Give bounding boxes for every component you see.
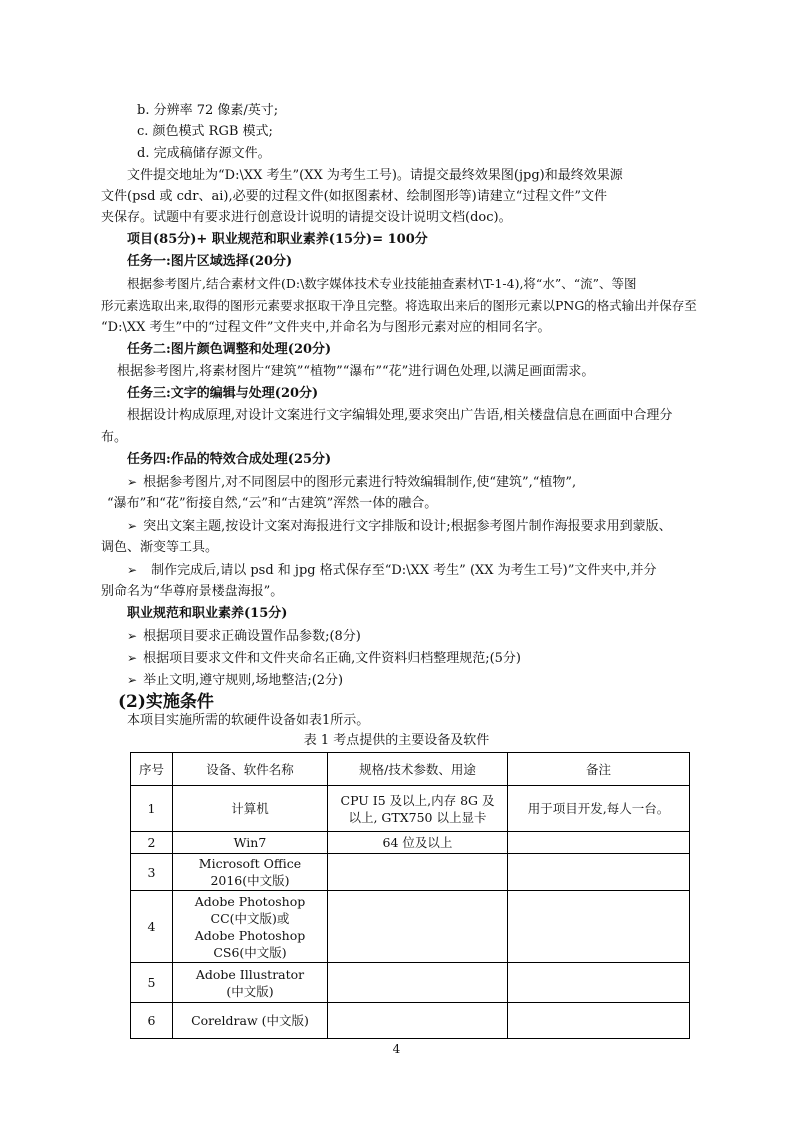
task-3-heading: 任务三:文字的编辑与处理(20分): [127, 386, 319, 401]
cell-no: 5: [131, 963, 173, 1003]
text-line: “瀑布”和“花”衔接自然,“云”和“古建筑”浑然一体的融合。: [107, 496, 438, 511]
table-row: [131, 786, 690, 832]
task-4-heading: 任务四:作品的特效合成处理(25分): [127, 452, 332, 467]
table-row: [131, 1003, 690, 1039]
arrow-bullet-icon: ➢: [127, 629, 138, 643]
text-line: 文件提交地址为“D:\XX 考生”(XX 为考生工号)。请提交最终效果图(jpg)和最终效果源: [127, 168, 623, 183]
cell-spec: [328, 854, 508, 891]
section-heading: (2)实施条件: [118, 692, 214, 712]
bullet-item: [127, 648, 521, 669]
equipment-table: [130, 752, 690, 1039]
cell-spec: [328, 1003, 508, 1039]
page-number: 4: [392, 1042, 401, 1056]
text-line: b. 分辨率 72 像素/英寸;: [137, 103, 279, 118]
bullet-text: 制作完成后,请以 psd 和 jpg 格式保存至“D:\XX 考生” (XX 为考生工号)”文件夹中,并分: [151, 563, 657, 578]
cell-note: [508, 832, 690, 854]
text-line: “D:\XX 考生”中的“过程文件”文件夹中,并命名为与图形元素对应的相同名字。: [101, 320, 551, 335]
table-row: [131, 832, 690, 854]
cell-no: 6: [131, 1003, 173, 1039]
table-row: [131, 963, 690, 1003]
text-line: 根据设计构成原理,对设计文案进行文字编辑处理,要求突出广告语,相关楼盘信息在画面中合理分: [127, 408, 673, 423]
cell-name: Coreldraw (中文版): [173, 1003, 328, 1039]
text-line: 布。: [101, 430, 128, 445]
text-line: 文件(psd 或 cdr、ai),必要的过程文件(如抠图素材、绘制图形等)请建立“过程文件”文件: [101, 189, 608, 204]
cell-note: [508, 963, 690, 1003]
cell-no: 2: [131, 832, 173, 854]
text-line: 调色、渐变等工具。: [101, 540, 219, 555]
task-1-heading: 任务一:图片区域选择(20分): [127, 254, 293, 269]
bullet-item: [127, 560, 657, 581]
project-score-heading: 项目(85分)+ 职业规范和职业素养(15分)= 100分: [127, 232, 428, 247]
arrow-bullet-icon: ➢: [127, 651, 138, 665]
bullet-item: [127, 626, 361, 647]
header-spec: 规格/技术参数、用途: [328, 753, 508, 786]
arrow-bullet-icon: ➢: [127, 475, 138, 489]
cell-name: Win7: [173, 832, 328, 854]
cell-no: 3: [131, 854, 173, 891]
cell-note: [508, 854, 690, 891]
arrow-bullet-icon: ➢: [127, 563, 138, 577]
header-note: 备注: [508, 753, 690, 786]
cell-name: Microsoft Office 2016(中文版): [173, 854, 328, 891]
cell-note: 用于项目开发,每人一台。: [508, 786, 690, 832]
text-line: 夹保存。试题中有要求进行创意设计说明的请提交设计说明文档(doc)。: [101, 210, 512, 225]
task-2-heading: 任务二:图片颜色调整和处理(20分): [127, 342, 332, 357]
cell-spec: CPU I5 及以上,内存 8G 及 以上, GTX750 以上显卡: [328, 786, 508, 832]
cell-no: 4: [131, 891, 173, 963]
table-header-row: [131, 753, 690, 786]
text-line: c. 颜色模式 RGB 模式;: [137, 124, 273, 139]
text-line: 根据参考图片,结合素材文件(D:\数字媒体技术专业技能抽查素材\T-1-4),将“水”、“流”、等图: [127, 276, 637, 291]
bullet-item: [127, 472, 576, 493]
arrow-bullet-icon: ➢: [127, 673, 138, 687]
text-line: 别命名为“华尊府景楼盘海报”。: [101, 584, 284, 599]
text-line: 根据参考图片,将素材图片“建筑”“植物”“瀑布”“花”进行调色处理,以满足画面需求。: [117, 364, 595, 379]
header-name: 设备、软件名称: [173, 753, 328, 786]
bullet-text: 根据参考图片,对不同图层中的图形元素进行特效编辑制作,使“建筑”,“植物”,: [143, 475, 577, 490]
cell-spec: [328, 891, 508, 963]
arrow-bullet-icon: ➢: [127, 519, 138, 533]
bullet-item: [127, 516, 672, 537]
table-intro-text: 本项目实施所需的软硬件设备如表1所示。: [127, 713, 370, 728]
bullet-text: 举止文明,遵守规则,场地整洁;(2分): [143, 673, 344, 688]
cell-note: [508, 1003, 690, 1039]
text-line: d. 完成稿储存源文件。: [137, 146, 271, 161]
table-caption: 表 1 考点提供的主要设备及软件: [303, 733, 490, 748]
cell-name: 计算机: [173, 786, 328, 832]
cell-note: [508, 891, 690, 963]
table-row: [131, 854, 690, 891]
cell-no: 1: [131, 786, 173, 832]
bullet-item: [127, 670, 343, 691]
bullet-text: 根据项目要求正确设置作品参数;(8分): [143, 629, 361, 644]
cell-spec: [328, 963, 508, 1003]
cell-name: Adobe Photoshop CC(中文版)或 Adobe Photoshop CS6(中文版): [173, 891, 328, 963]
bullet-text: 根据项目要求文件和文件夹命名正确,文件资料归档整理规范;(5分): [143, 651, 521, 666]
table-row: [131, 891, 690, 963]
professional-heading: 职业规范和职业素养(15分): [127, 606, 288, 621]
cell-spec: 64 位及以上: [328, 832, 508, 854]
bullet-text: 突出文案主题,按设计文案对海报进行文字排版和设计;根据参考图片制作海报要求用到蒙版、: [143, 519, 672, 534]
text-line: 形元素选取出来,取得的图形元素要求抠取干净且完整。将选取出来后的图形元素以PNG的格式输出并保存至: [101, 298, 697, 313]
header-no: 序号: [131, 753, 173, 786]
cell-name: Adobe Illustrator (中文版): [173, 963, 328, 1003]
